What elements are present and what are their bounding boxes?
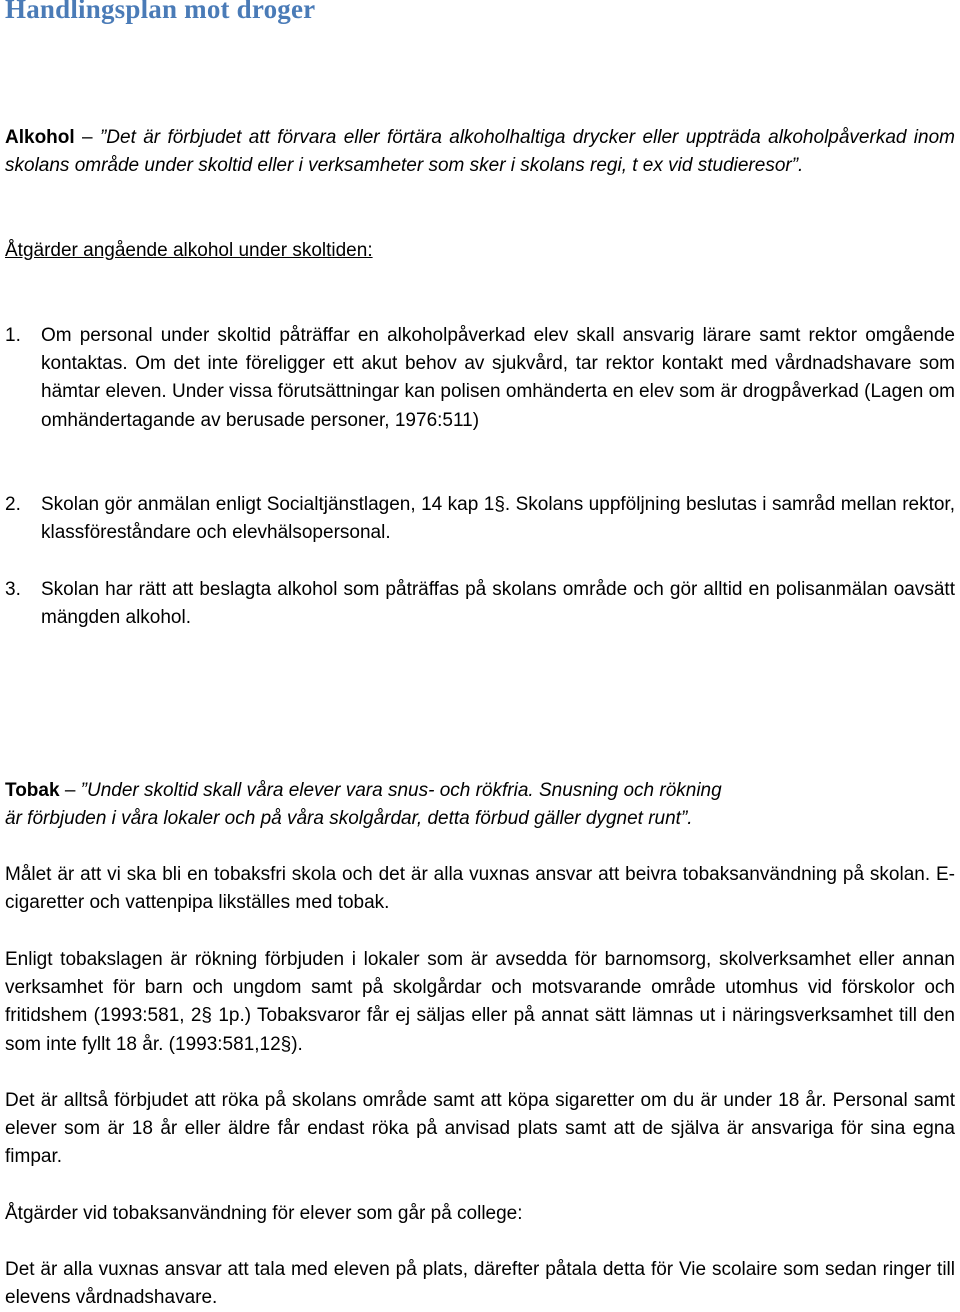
alkohol-heading: Alkohol [5, 127, 75, 148]
alkohol-atgarder-heading: Åtgärder angående alkohol under skoltiden: [5, 240, 373, 261]
list-item-number: 2. [5, 494, 21, 515]
tobak-paragraph-2: Enligt tobakslagen är rökning förbjuden i lokaler som är avsedda för barnomsorg, skolverksamhet eller annan verksamhet för barn och ungdom samt på skolgårdar och motsvarande område utomhus vid förskolor och fritidshem (1993:581, 2§ 1p.) Tobaksvaror får ej säljas eller på annat sätt lämnas ut i näringsverksamhet till den som inte fyllt 18 år. (1993:581,12§). [5, 949, 955, 1055]
alkohol-action-list [5, 576, 955, 632]
alkohol-action-list [5, 491, 955, 547]
alkohol-dash: – [74, 127, 100, 148]
tobak-atgarder-heading: Åtgärder vid tobaksanvändning för elever som går på college: [5, 1203, 523, 1224]
alkohol-quote: ”Det är förbjudet att förvara eller förtära alkoholhaltiga drycker eller uppträda alkoholpåverkad inom skolans område under skoltid eller i verksamheter som sker i skolans regi, t ex vid studieresor”. [5, 127, 955, 177]
list-item-number: 3. [5, 579, 21, 600]
list-item [5, 491, 955, 547]
tobak-quote-line2: är förbjuden i våra lokaler och på våra skolgårdar, detta förbud gäller dygnet runt”. [5, 808, 693, 830]
tobak-quote-line1: ”Under skoltid skall våra elever vara snus- och rökfria. Snusning och rökning [80, 780, 722, 801]
tobak-dash: – [59, 780, 81, 801]
list-item-text: Skolan har rätt att beslagta alkohol som påträffas på skolans område och gör alltid en polisanmälan oavsätt mängden alkohol. [41, 579, 955, 629]
list-item [5, 322, 955, 435]
tobak-intro [5, 777, 955, 833]
tobak-paragraph-1: Målet är att vi ska bli en tobaksfri skola och det är alla vuxnas ansvar att beivra tobaksanvändning på skolan. E-cigaretter och vattenpipa likställes med tobak. [5, 864, 955, 914]
list-item-text: Skolan gör anmälan enligt Socialtjänstlagen, 14 kap 1§. Skolans uppföljning beslutas i samråd mellan rektor, klassföreståndare och elevhälsopersonal. [41, 494, 955, 544]
tobak-heading: Tobak [5, 780, 60, 801]
list-item [5, 576, 955, 632]
list-item-number: 1. [5, 325, 21, 346]
tobak-paragraph-4: Det är alla vuxnas ansvar att tala med eleven på plats, därefter påtala detta för Vie scolaire som sedan ringer till elevens vårdnadshavare. [5, 1259, 955, 1309]
list-item-text: Om personal under skoltid påträffar en alkoholpåverkad elev skall ansvarig lärare samt rektor omgående kontaktas. Om det inte föreligger ett akut behov av sjukvård, tar rektor kontakt med vårdnadshavare som hämtar eleven. Under vissa förutsättningar kan polisen omhänderta en elev som är drogpåverkad (Lagen om omhändertagande av berusade personer, 1976:511) [41, 325, 955, 431]
alkohol-intro [5, 124, 955, 180]
tobak-paragraph-3: Det är alltså förbjudet att röka på skolans område samt att köpa sigaretter om du är under 18 år. Personal samt elever som är 18 år eller äldre får endast röka på anvisad plats samt att de själva är ansvariga för sina egna fimpar. [5, 1090, 955, 1168]
page-title: Handlingsplan mot droger [5, 0, 316, 24]
alkohol-action-list [5, 322, 955, 435]
